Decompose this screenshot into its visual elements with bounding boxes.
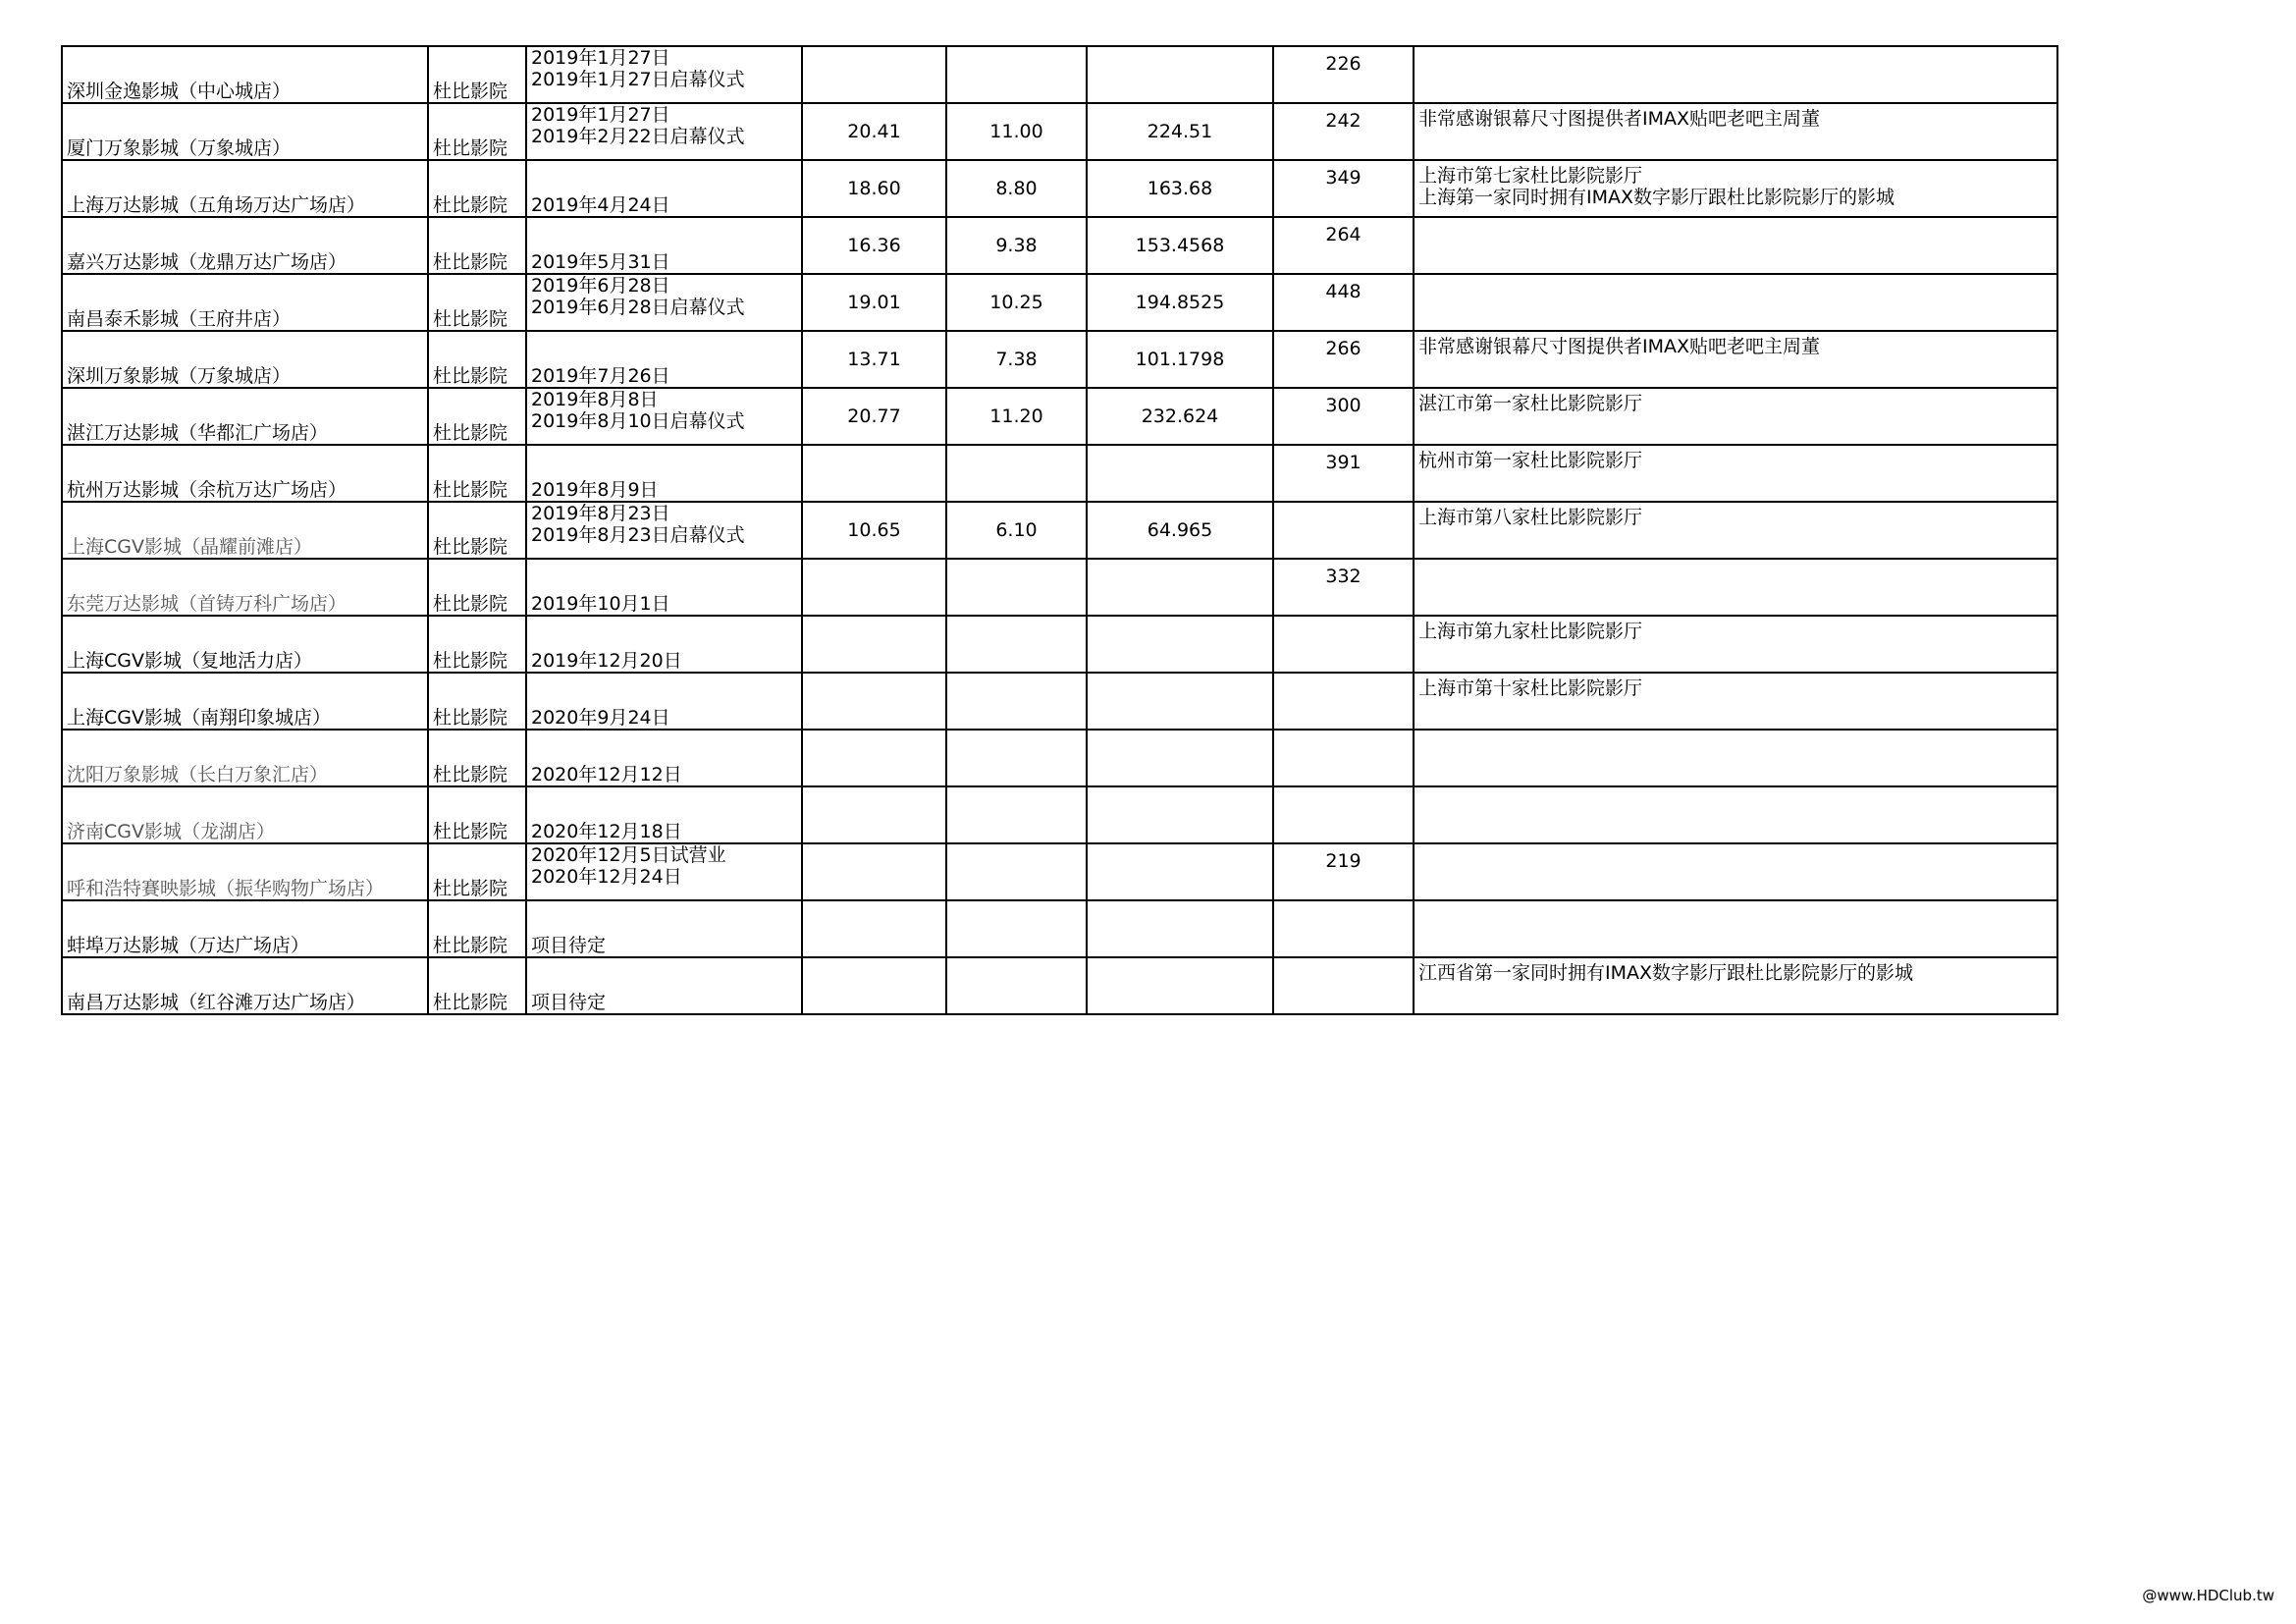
screen-type-cell: 杜比影院	[428, 217, 526, 274]
cinema-name-cell: 南昌万达影城（红谷滩万达广场店）	[62, 957, 428, 1014]
seat-count-cell: 332	[1273, 559, 1414, 616]
screen-area-cell: 64.965	[1087, 502, 1273, 559]
screen-width-cell: 16.36	[802, 217, 946, 274]
screen-area-cell	[1087, 900, 1273, 957]
open-date-line: 2020年9月24日	[531, 707, 670, 729]
note-line: 上海市第七家杜比影院影厅	[1418, 165, 1643, 187]
open-date-cell	[526, 160, 802, 217]
table-row	[62, 559, 2057, 616]
note-line: 杭州市第一家杜比影院影厅	[1418, 450, 1643, 471]
screen-area-cell	[1087, 843, 1273, 900]
screen-area-cell	[1087, 46, 1273, 103]
screen-width-cell: 20.77	[802, 388, 946, 445]
table-row	[62, 730, 2057, 786]
cinema-name-cell: 东莞万达影城（首铸万科广场店）	[62, 559, 428, 616]
seat-count-cell: 448	[1273, 274, 1414, 331]
table-row	[62, 46, 2057, 103]
notes-cell	[1414, 502, 2057, 559]
seat-count-cell	[1273, 616, 1414, 673]
screen-area-cell: 153.4568	[1087, 217, 1273, 274]
table-row	[62, 616, 2057, 673]
open-date-line: 项目待定	[531, 935, 607, 956]
seat-count-cell: 242	[1273, 103, 1414, 160]
open-date-line: 2019年1月27日启幕仪式	[531, 69, 745, 90]
open-date-line: 2019年7月26日	[531, 365, 670, 387]
screen-width-cell	[802, 559, 946, 616]
notes-cell	[1414, 445, 2057, 502]
notes-cell	[1414, 786, 2057, 843]
screen-height-cell	[946, 46, 1087, 103]
screen-type-cell: 杜比影院	[428, 843, 526, 900]
seat-count-cell: 226	[1273, 46, 1414, 103]
open-date-cell	[526, 957, 802, 1014]
open-date-cell	[526, 559, 802, 616]
open-date-cell	[526, 673, 802, 730]
screen-area-cell	[1087, 786, 1273, 843]
cinema-name-cell: 上海CGV影城（南翔印象城店）	[62, 673, 428, 730]
open-date-cell	[526, 388, 802, 445]
screen-height-cell	[946, 900, 1087, 957]
screen-width-cell	[802, 445, 946, 502]
table-row	[62, 502, 2057, 559]
screen-area-cell	[1087, 673, 1273, 730]
seat-count-cell	[1273, 957, 1414, 1014]
screen-height-cell: 9.38	[946, 217, 1087, 274]
open-date-cell	[526, 46, 802, 103]
notes-cell	[1414, 160, 2057, 217]
open-date-line: 2019年6月28日	[531, 275, 670, 297]
note-line: 上海市第九家杜比影院影厅	[1418, 621, 1643, 642]
cinema-name-cell: 蚌埠万达影城（万达广场店）	[62, 900, 428, 957]
notes-cell	[1414, 274, 2057, 331]
screen-width-cell: 13.71	[802, 331, 946, 388]
notes-cell	[1414, 388, 2057, 445]
note-line: 江西省第一家同时拥有IMAX数字影厅跟杜比影院影厅的影城	[1418, 962, 1914, 984]
screen-height-cell: 8.80	[946, 160, 1087, 217]
screen-area-cell: 194.8525	[1087, 274, 1273, 331]
screen-width-cell	[802, 786, 946, 843]
note-line: 非常感谢银幕尺寸图提供者IMAX贴吧老吧主周董	[1418, 108, 1821, 130]
screen-height-cell	[946, 673, 1087, 730]
note-line: 非常感谢银幕尺寸图提供者IMAX贴吧老吧主周董	[1418, 336, 1821, 357]
screen-width-cell	[802, 843, 946, 900]
cinema-name-cell: 呼和浩特賽映影城（振华购物广场店）	[62, 843, 428, 900]
open-date-cell	[526, 103, 802, 160]
seat-count-cell	[1273, 786, 1414, 843]
notes-cell	[1414, 331, 2057, 388]
table-row	[62, 331, 2057, 388]
open-date-line: 2019年8月9日	[531, 479, 659, 501]
open-date-line: 2019年5月31日	[531, 251, 670, 273]
screen-area-cell	[1087, 616, 1273, 673]
open-date-line: 2019年8月23日启幕仪式	[531, 524, 745, 546]
screen-area-cell	[1087, 445, 1273, 502]
screen-area-cell: 163.68	[1087, 160, 1273, 217]
screen-area-cell: 232.624	[1087, 388, 1273, 445]
open-date-line: 项目待定	[531, 992, 607, 1013]
screen-height-cell	[946, 616, 1087, 673]
screen-type-cell: 杜比影院	[428, 957, 526, 1014]
open-date-line: 2019年10月1日	[531, 593, 670, 615]
screen-area-cell	[1087, 559, 1273, 616]
open-date-line: 2020年12月5日试营业	[531, 844, 726, 866]
notes-cell	[1414, 46, 2057, 103]
screen-width-cell	[802, 46, 946, 103]
cinema-name-cell: 上海CGV影城（复地活力店）	[62, 616, 428, 673]
screen-type-cell: 杜比影院	[428, 388, 526, 445]
notes-cell	[1414, 843, 2057, 900]
screen-height-cell	[946, 786, 1087, 843]
cinema-name-cell: 沈阳万象影城（长白万象汇店）	[62, 730, 428, 786]
note-line: 上海第一家同时拥有IMAX数字影厅跟杜比影院影厅的影城	[1418, 187, 1896, 208]
screen-area-cell: 101.1798	[1087, 331, 1273, 388]
open-date-cell	[526, 445, 802, 502]
open-date-line: 2019年6月28日启幕仪式	[531, 297, 745, 318]
open-date-cell	[526, 502, 802, 559]
open-date-line: 2019年1月27日	[531, 47, 670, 69]
screen-height-cell	[946, 957, 1087, 1014]
cinema-name-cell: 厦门万象影城（万象城店）	[62, 103, 428, 160]
screen-height-cell: 11.00	[946, 103, 1087, 160]
seat-count-cell: 266	[1273, 331, 1414, 388]
open-date-cell	[526, 786, 802, 843]
screen-type-cell: 杜比影院	[428, 46, 526, 103]
screen-height-cell: 11.20	[946, 388, 1087, 445]
table-row	[62, 160, 2057, 217]
open-date-line: 2019年12月20日	[531, 650, 682, 672]
open-date-line: 2019年2月22日启幕仪式	[531, 126, 745, 147]
screen-type-cell: 杜比影院	[428, 673, 526, 730]
screen-type-cell: 杜比影院	[428, 502, 526, 559]
notes-cell	[1414, 559, 2057, 616]
screen-type-cell: 杜比影院	[428, 900, 526, 957]
cinema-name-cell: 湛江万达影城（华都汇广场店）	[62, 388, 428, 445]
seat-count-cell	[1273, 673, 1414, 730]
open-date-line: 2019年8月10日启幕仪式	[531, 410, 745, 432]
screen-type-cell: 杜比影院	[428, 730, 526, 786]
table-row	[62, 217, 2057, 274]
open-date-cell	[526, 843, 802, 900]
screen-area-cell	[1087, 957, 1273, 1014]
screen-area-cell: 224.51	[1087, 103, 1273, 160]
open-date-cell	[526, 900, 802, 957]
note-line: 上海市第十家杜比影院影厅	[1418, 677, 1643, 699]
screen-type-cell: 杜比影院	[428, 786, 526, 843]
note-line: 湛江市第一家杜比影院影厅	[1418, 393, 1643, 414]
table-body	[62, 46, 2057, 1014]
notes-cell	[1414, 673, 2057, 730]
open-date-line: 2020年12月24日	[531, 866, 682, 888]
table-row	[62, 445, 2057, 502]
open-date-cell	[526, 217, 802, 274]
screen-type-cell: 杜比影院	[428, 616, 526, 673]
cinema-name-cell: 深圳金逸影城（中心城店）	[62, 46, 428, 103]
open-date-cell	[526, 274, 802, 331]
table-row	[62, 388, 2057, 445]
open-date-line: 2019年4月24日	[531, 194, 670, 216]
screen-height-cell: 6.10	[946, 502, 1087, 559]
seat-count-cell: 391	[1273, 445, 1414, 502]
table-row	[62, 103, 2057, 160]
screen-area-cell	[1087, 730, 1273, 786]
screen-width-cell: 19.01	[802, 274, 946, 331]
open-date-cell	[526, 616, 802, 673]
cinema-name-cell: 嘉兴万达影城（龙鼎万达广场店）	[62, 217, 428, 274]
open-date-line: 2020年12月12日	[531, 764, 682, 785]
table-row	[62, 673, 2057, 730]
seat-count-cell: 264	[1273, 217, 1414, 274]
notes-cell	[1414, 217, 2057, 274]
table-row	[62, 274, 2057, 331]
notes-cell	[1414, 730, 2057, 786]
screen-width-cell: 18.60	[802, 160, 946, 217]
watermark: @www.HDClub.tw	[2142, 1587, 2274, 1604]
cinema-table	[61, 45, 2058, 1015]
cinema-name-cell: 上海CGV影城（晶耀前滩店）	[62, 502, 428, 559]
screen-width-cell	[802, 616, 946, 673]
note-line: 上海市第八家杜比影院影厅	[1418, 507, 1643, 528]
seat-count-cell	[1273, 730, 1414, 786]
table-row	[62, 843, 2057, 900]
screen-width-cell: 20.41	[802, 103, 946, 160]
notes-cell	[1414, 900, 2057, 957]
screen-type-cell: 杜比影院	[428, 160, 526, 217]
screen-width-cell: 10.65	[802, 502, 946, 559]
screen-width-cell	[802, 900, 946, 957]
notes-cell	[1414, 616, 2057, 673]
screen-type-cell: 杜比影院	[428, 274, 526, 331]
screen-width-cell	[802, 957, 946, 1014]
open-date-line: 2019年8月8日	[531, 389, 659, 410]
cinema-name-cell: 深圳万象影城（万象城店）	[62, 331, 428, 388]
table-row	[62, 786, 2057, 843]
screen-height-cell: 10.25	[946, 274, 1087, 331]
seat-count-cell: 349	[1273, 160, 1414, 217]
screen-height-cell: 7.38	[946, 331, 1087, 388]
cinema-name-cell: 南昌泰禾影城（王府井店）	[62, 274, 428, 331]
screen-height-cell	[946, 559, 1087, 616]
open-date-cell	[526, 730, 802, 786]
screen-height-cell	[946, 445, 1087, 502]
screen-width-cell	[802, 730, 946, 786]
screen-width-cell	[802, 673, 946, 730]
table-row	[62, 957, 2057, 1014]
open-date-line: 2019年8月23日	[531, 503, 670, 524]
table-row	[62, 900, 2057, 957]
seat-count-cell	[1273, 502, 1414, 559]
seat-count-cell	[1273, 900, 1414, 957]
screen-height-cell	[946, 730, 1087, 786]
notes-cell	[1414, 103, 2057, 160]
cinema-name-cell: 杭州万达影城（余杭万达广场店）	[62, 445, 428, 502]
seat-count-cell: 219	[1273, 843, 1414, 900]
notes-cell	[1414, 957, 2057, 1014]
screen-height-cell	[946, 843, 1087, 900]
cinema-name-cell: 济南CGV影城（龙湖店）	[62, 786, 428, 843]
screen-type-cell: 杜比影院	[428, 559, 526, 616]
screen-type-cell: 杜比影院	[428, 445, 526, 502]
screen-type-cell: 杜比影院	[428, 331, 526, 388]
open-date-line: 2020年12月18日	[531, 821, 682, 842]
cinema-name-cell: 上海万达影城（五角场万达广场店）	[62, 160, 428, 217]
open-date-cell	[526, 331, 802, 388]
screen-type-cell: 杜比影院	[428, 103, 526, 160]
seat-count-cell: 300	[1273, 388, 1414, 445]
open-date-line: 2019年1月27日	[531, 104, 670, 126]
